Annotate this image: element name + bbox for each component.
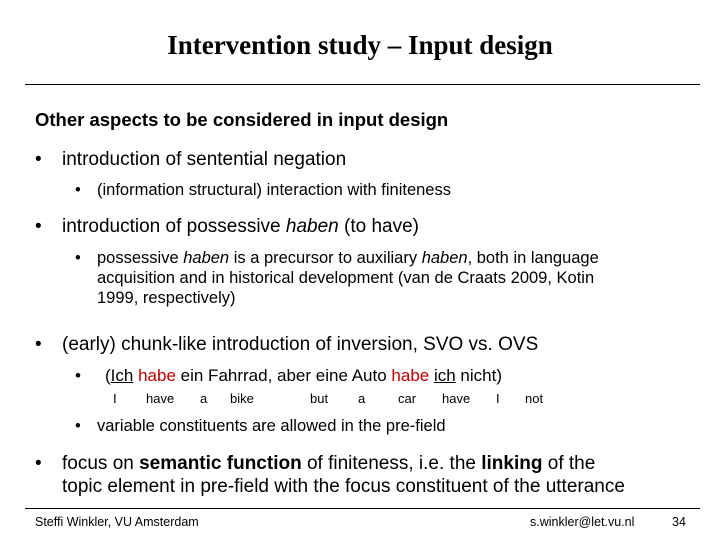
subbullet-text: (information structural) interaction with finiteness xyxy=(97,181,451,199)
subbullet-text xyxy=(97,248,599,308)
example-text xyxy=(105,366,502,386)
underlined-word: ich xyxy=(433,366,456,385)
verb-highlight: habe xyxy=(391,366,430,385)
text-run: acquisition and in historical development (van de Craats 2009, Kotin xyxy=(97,269,595,287)
text-run: , both in language xyxy=(467,249,599,267)
italic-term: haben xyxy=(183,249,230,267)
slide-title: Intervention study – Input design xyxy=(167,30,553,60)
bullet-dot: • xyxy=(35,453,42,474)
bullet-text xyxy=(62,215,419,238)
text-run: is a precursor to auxiliary xyxy=(229,249,422,267)
footer-author: Steffi Winkler, VU Amsterdam xyxy=(35,515,199,529)
gloss-word: but xyxy=(310,391,329,406)
text-run: topic element in pre-field with the focus constituent of the utterance xyxy=(62,476,625,497)
subbullet-dot: • xyxy=(75,181,81,199)
verb-highlight: habe xyxy=(138,366,176,385)
page-number: 34 xyxy=(672,515,686,529)
bullet-text: (early) chunk-like introduction of inversion, SVO vs. OVS xyxy=(62,334,539,355)
text-run: 1999, respectively) xyxy=(97,289,236,307)
gloss-word: a xyxy=(358,391,366,406)
bullet-dot: • xyxy=(35,334,42,355)
footer-divider xyxy=(25,508,700,509)
underlined-word: Ich xyxy=(110,366,134,385)
text-run: of finiteness, i.e. the xyxy=(301,453,482,474)
gloss-word: have xyxy=(442,391,471,406)
bullet-dot: • xyxy=(35,216,42,237)
footer-email[interactable]: s.winkler@let.vu.nl xyxy=(530,515,635,529)
gloss-word: car xyxy=(398,391,417,406)
subbullet-text: variable constituents are allowed in the pre-field xyxy=(97,417,446,435)
text-run: (to have) xyxy=(338,216,420,237)
text-run: possessive xyxy=(97,249,184,267)
bullet-dot: • xyxy=(35,149,42,170)
section-heading: Other aspects to be considered in input design xyxy=(35,109,449,130)
gloss-word: bike xyxy=(230,391,254,406)
bold-term: linking xyxy=(481,453,543,474)
subbullet-dot: • xyxy=(75,417,81,435)
bullet-text: introduction of sentential negation xyxy=(62,149,347,170)
text-run: introduction of possessive xyxy=(62,216,286,237)
gloss-word: a xyxy=(200,391,208,406)
text-run: ( xyxy=(105,366,111,385)
subbullet-dot: • xyxy=(75,249,81,267)
italic-term: haben xyxy=(421,249,468,267)
bold-term: semantic function xyxy=(139,453,302,474)
text-run: of the xyxy=(542,453,596,474)
gloss-word: I xyxy=(113,391,117,406)
subbullet-dot: • xyxy=(75,366,81,385)
bullet-text xyxy=(62,452,625,498)
gloss-word: I xyxy=(496,391,500,406)
text-run: ein Fahrrad, aber eine Auto xyxy=(175,366,392,385)
italic-term: haben xyxy=(285,216,339,237)
text-run: nicht) xyxy=(455,366,502,385)
text-run: focus on xyxy=(62,453,140,474)
title-divider xyxy=(25,84,700,85)
gloss-word: have xyxy=(146,391,175,406)
gloss-word: not xyxy=(525,391,544,406)
